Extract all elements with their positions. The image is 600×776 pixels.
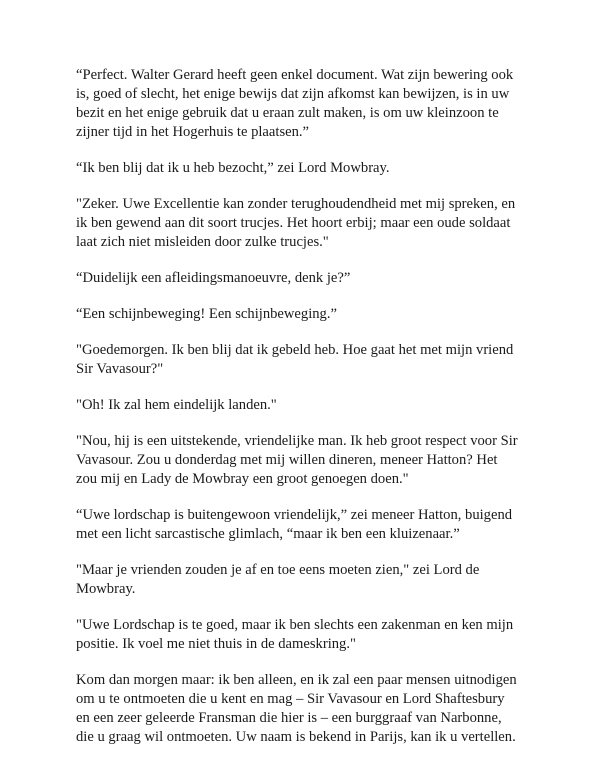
paragraph-2: “Ik ben blij dat ik u heb bezocht,” zei Lord Mowbray. — [76, 160, 390, 176]
paragraph-1: “Perfect. Walter Gerard heeft geen enkel document. Wat zijn bewering ook is, goed of slecht, het enige bewijs dat zijn afkomst kan bewijzen, is in uw bezit en het enige gebruik dat u eraan zult maken, is om uw kleinzoon te zijner tijd in het Hogerhuis te plaatsen.” — [76, 67, 514, 140]
paragraph-4: “Duidelijk een afleidingsmanoeuvre, denk je?” — [76, 270, 351, 286]
paragraph-7: "Oh! Ik zal hem eindelijk landen." — [76, 397, 277, 413]
paragraph-10: "Maar je vrienden zouden je af en toe eens moeten zien," zei Lord de Mowbray. — [76, 562, 480, 597]
paragraph-11: "Uwe Lordschap is te goed, maar ik ben slechts een zakenman en ken mijn positie. Ik voel me niet thuis in de dameskring." — [76, 617, 514, 652]
paragraph-3: "Zeker. Uwe Excellentie kan zonder terughoudendheid met mij spreken, en ik ben gewend aan dit soort trucjes. Het hoort erbij; maar een oude soldaat laat zich niet misleiden door zulke trucjes." — [76, 196, 516, 250]
paragraph-6: "Goedemorgen. Ik ben blij dat ik gebeld heb. Hoe gaat het met mijn vriend Sir Vavasour?" — [76, 342, 514, 377]
paragraph-12: Kom dan morgen maar: ik ben alleen, en ik zal een paar mensen uitnodigen om u te ontmoeten die u kent en mag – Sir Vavasour en Lord Shaftesbury en een zeer geleerde Fransman die hier is – een burggraaf van Narbonne, die u graag wil ontmoeten. Uw naam is bekend in Parijs, kan ik u vertellen. — [76, 672, 517, 745]
paragraph-9: “Uwe lordschap is buitengewoon vriendelijk,” zei meneer Hatton, buigend met een licht sarcastische glimlach, “maar ik ben een kluizenaar.” — [76, 507, 513, 542]
document-page — [76, 66, 536, 764]
paragraph-5: “Een schijnbeweging! Een schijnbeweging.” — [76, 306, 337, 322]
paragraph-8: "Nou, hij is een uitstekende, vriendelijke man. Ik heb groot respect voor Sir Vavasour. Zou u donderdag met mij willen dineren, meneer Hatton? Het zou mij en Lady de Mowbray een groot genoegen doen." — [76, 433, 518, 487]
